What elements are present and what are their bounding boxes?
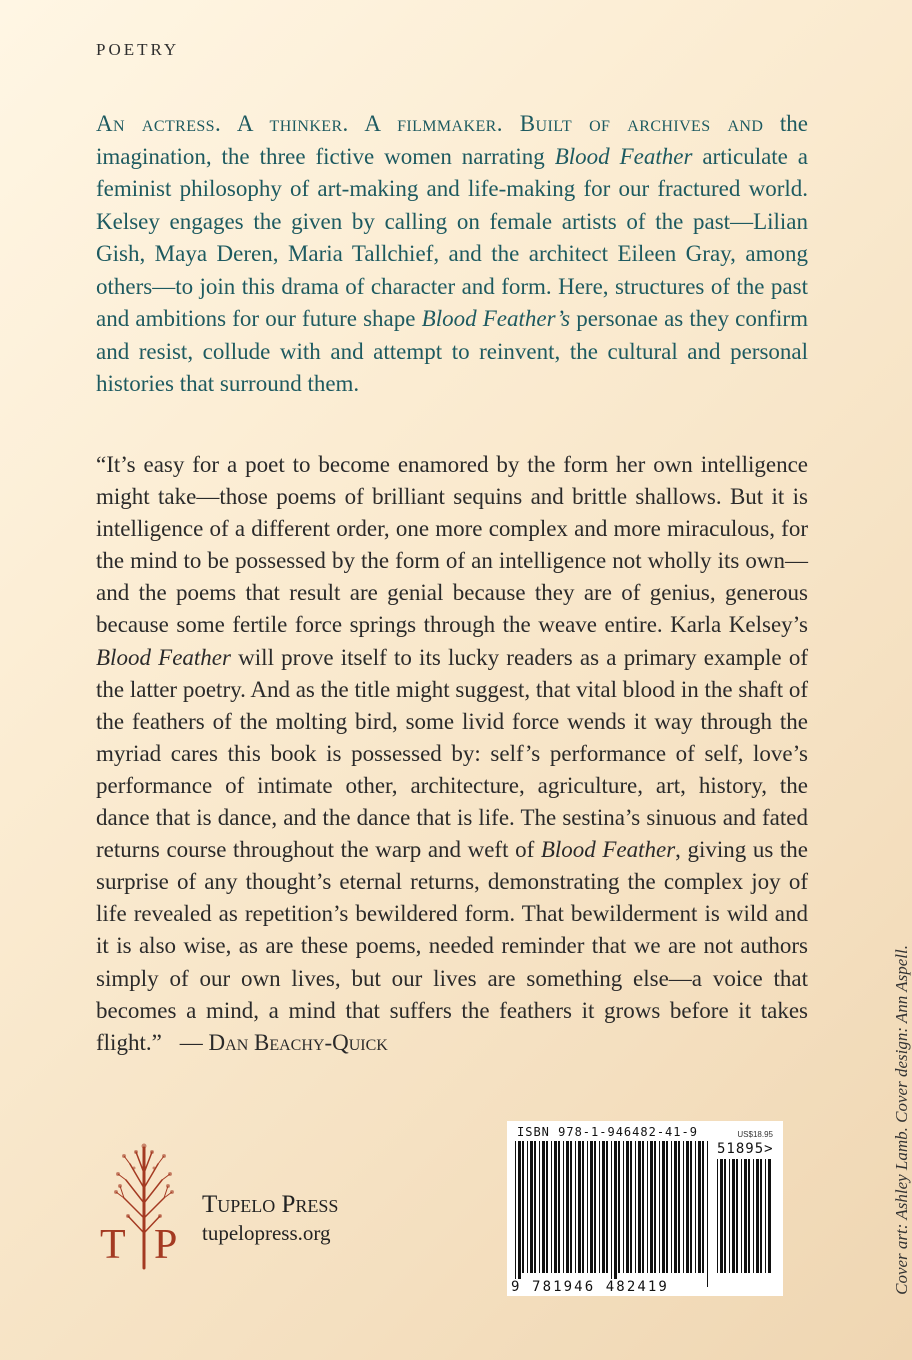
barcode-bar (732, 1159, 735, 1273)
endorsement-quote: “It’s easy for a poet to become enamored by the form her own intelligence might take—those poems of brilliant sequins and brittle shallows. But it is intelligence of a different order, one more complex and more miraculous, for the mind to be possessed by the form of an intelligence not wholly its own—and the poems that result are genial because they are of genius, generous because some fertile force springs through the weave entire. Karla Kelsey’s Blood Feather will prove itself to its lucky readers as a primary example of the latter poetry. And as the title might suggest, that vital blood in the shaft of the feathers of the molting bird, some livid force wends it way through the myriad cares this book is possessed by: self’s performance of self, love’s performance of intimate other, architecture, agriculture, art, history, the dance that is dance, and the dance that is life. The sestina’s sinuous and fated returns course throughout the warp and weft of Blood Feather, giving us the surprise of any thought’s eternal returns, demonstrating the complex joy of life revealed as repetition’s bewildered form. That bewilderment is wild and it is also wise, as are these poems, needed reminder that we are not authors simply of our own lives, but our lives are something else—a voice that becomes a mind, a mind that suffers the feathers it grows before it takes flight.” — Dan Beachy-Quick (96, 452, 809, 1055)
barcode-bar (546, 1141, 548, 1273)
barcode-bar (518, 1141, 521, 1287)
addon-digits: 51895> (717, 1141, 774, 1157)
barcode-bar (539, 1141, 540, 1273)
tupelo-tree-logo (96, 1128, 192, 1278)
barcode-bar (756, 1159, 759, 1273)
isbn-barcode (507, 1121, 783, 1296)
barcode-bar (570, 1141, 572, 1273)
barcode-bar (707, 1141, 708, 1287)
barcode-bar (659, 1141, 660, 1273)
book-title: Blood Feather’s (421, 306, 571, 331)
barcode-bar (686, 1141, 689, 1273)
barcode-bar (638, 1141, 641, 1273)
barcode-bar (666, 1141, 668, 1273)
barcode-bar (729, 1159, 730, 1273)
barcode-bar (760, 1159, 762, 1273)
barcode-bar (515, 1141, 516, 1287)
logo-letter-p: P (154, 1222, 178, 1268)
barcode-bar (587, 1141, 588, 1273)
barcode-bar (748, 1159, 750, 1273)
barcode-bar (614, 1141, 617, 1287)
barcode-bar (558, 1141, 560, 1273)
book-description: An actress. A thinker. A filmmaker. Built of archives and the imagination, the three fictive women narrating Blood Feather articulate a feminist philosophy of art-making and life-making for our fractured world. Kelsey engages the given by calling on female artists of the past—Lilian Gish, Maya Deren, Maria Tallchief, and the architect Eileen Gray, among others—to join this drama of character and form. Here, structures of the past and ambitions for our future shape Blood Feather’s personae as they confirm and resist, collude with and attempt to reinvent, the cultural and personal histories that surround them. (96, 111, 809, 396)
barcode-bar (602, 1141, 605, 1273)
book-title: Blood Feather (554, 143, 693, 169)
barcode-bar (626, 1141, 629, 1273)
publisher-name: Tupelo Press (202, 1191, 339, 1218)
barcode-bar (698, 1141, 701, 1273)
barcode-bar (578, 1141, 581, 1273)
barcode-bar (753, 1159, 754, 1273)
barcode-bar (551, 1141, 552, 1273)
ean-bars (515, 1141, 711, 1287)
description-lead: An actress. A thinker. A filmmaker. Built of archives and (96, 111, 764, 136)
barcode-bar (654, 1141, 656, 1273)
barcode-bar (768, 1159, 771, 1273)
barcode-bar (611, 1141, 612, 1287)
ean-digits: 9 781946 482419 (511, 1279, 669, 1295)
barcode-bar (647, 1141, 648, 1273)
barcode-bar (674, 1141, 677, 1273)
book-title: Blood Feather (540, 837, 676, 863)
barcode-bar (566, 1141, 569, 1273)
barcode-bar (606, 1141, 608, 1273)
book-title: Blood Feather (96, 644, 231, 670)
category-label: POETRY (96, 40, 180, 59)
publisher-url: tupelopress.org (202, 1221, 331, 1245)
barcode-bar (683, 1141, 684, 1273)
barcode-bar (678, 1141, 680, 1273)
barcode-bar (582, 1141, 584, 1273)
barcode-bar (702, 1141, 704, 1273)
barcode-bar (530, 1141, 533, 1273)
barcode-bar (650, 1141, 653, 1273)
barcode-bar (623, 1141, 624, 1273)
barcode-bar (618, 1141, 620, 1273)
barcode-bar (744, 1159, 747, 1273)
barcode-bar (534, 1141, 536, 1273)
barcode-bar (635, 1141, 636, 1273)
barcode-bar (542, 1141, 545, 1273)
logo-letter-t: T (100, 1222, 126, 1268)
barcode-bar (671, 1141, 672, 1273)
quote-attribution: — Dan Beachy-Quick (179, 1029, 388, 1055)
cover-credits: Cover art: Ashley Lamb. Cover design: Ann Aspell. (892, 945, 911, 1295)
barcode-bar (717, 1159, 718, 1273)
barcode-bar (765, 1159, 766, 1273)
barcode-bar (724, 1159, 726, 1273)
isbn-label: ISBN 978-1-946482-41-9 (517, 1125, 698, 1139)
barcode-bar (563, 1141, 564, 1273)
addon-bars (717, 1159, 773, 1273)
barcode-bar (594, 1141, 596, 1273)
barcode-bar (662, 1141, 665, 1273)
barcode-bar (736, 1159, 738, 1273)
barcode-bar (554, 1141, 557, 1273)
barcode-bar (741, 1159, 742, 1273)
barcode-bar (690, 1141, 692, 1273)
barcode-bar (695, 1141, 696, 1273)
barcode-bar (575, 1141, 576, 1273)
barcode-bar (522, 1141, 524, 1273)
barcode-bar (630, 1141, 632, 1273)
barcode-bar (720, 1159, 723, 1273)
barcode-bar (590, 1141, 593, 1273)
price-label: US$18.95 (737, 1130, 773, 1139)
barcode-bar (527, 1141, 528, 1273)
barcode-bar (599, 1141, 600, 1273)
barcode-bar (642, 1141, 644, 1273)
